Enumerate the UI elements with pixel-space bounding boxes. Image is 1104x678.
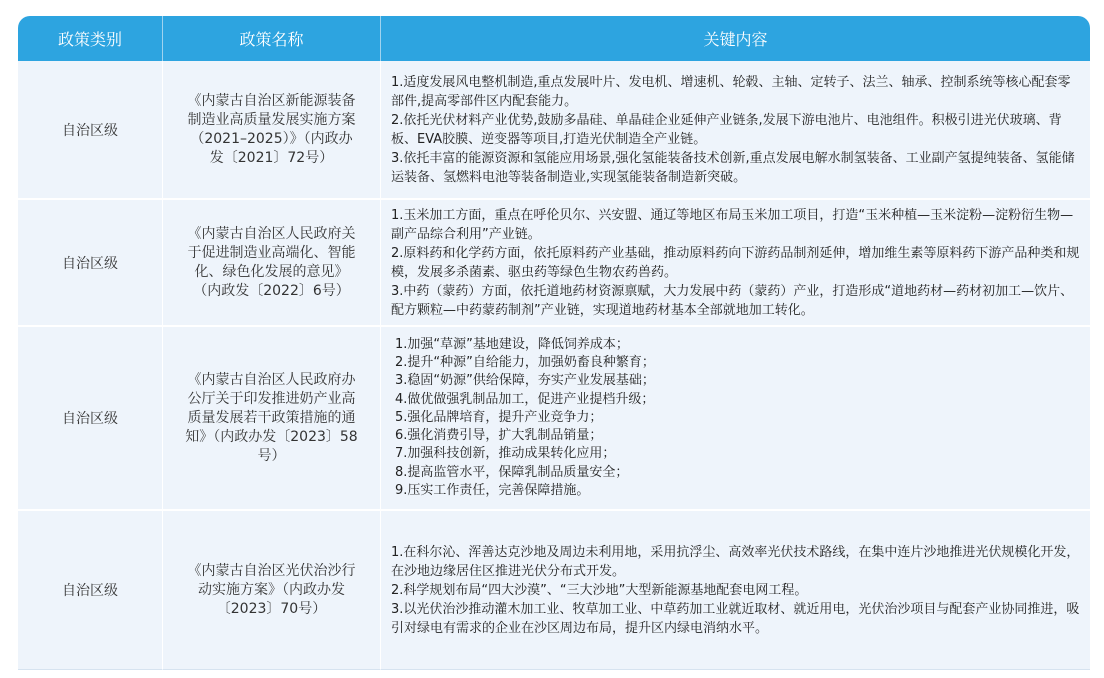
content-item: 3.以光伏治沙推动灌木加工业、牧草加工业、中草药加工业就近取材、就近用电，光伏治沙项目与配套产业协同推进，吸引对绿电有需求的企业在沙区周边布局，提升区内绿电消纳水平。 (391, 601, 1080, 636)
policy-name: 《内蒙古自治区光伏治沙行动实施方案》（内政办发〔2023〕70号） (187, 562, 356, 617)
policy-name: 《内蒙古自治区人民政府办公厅关于印发推进奶产业高质量发展若干政策措施的通知》（内政办发〔2023〕58号） (185, 371, 358, 464)
content-item: 7.加强科技创新，推动成果转化应用； (395, 446, 616, 462)
policy-name-cell (163, 327, 381, 511)
content-item: 1.在科尔沁、浑善达克沙地及周边未利用地，采用抗浮尘、高效率光伏技术路线，在集中连片沙地推进光伏规模化开发，在沙地边缘居住区推进光伏分布式开发。 (391, 544, 1080, 579)
policy-category: 自治区级 (18, 327, 163, 511)
content-item: 2.依托光伏材料产业优势,鼓励多晶硅、单晶硅企业延伸产业链条,发展下游电池片、电池组件。积极引进光伏玻璃、背板、EVA胶膜、逆变器等项目,打造光伏制造全产业链。 (391, 112, 1062, 147)
table-row (18, 61, 1090, 200)
policy-content (381, 327, 1090, 511)
header-row (18, 16, 1090, 61)
content-item: 2.科学规划布局“四大沙漠”、“三大沙地”大型新能源基地配套电网工程。 (391, 582, 808, 598)
content-item: 1.玉米加工方面，重点在呼伦贝尔、兴安盟、通辽等地区布局玉米加工项目，打造“玉米种植—玉米淀粉—淀粉衍生物—副产品综合利用”产业链。 (391, 207, 1074, 242)
content-item: 3.依托丰富的能源资源和氢能应用场景,强化氢能装备技术创新,重点发展电解水制氢装备、工业副产氢提纯装备、氢能储运装备、氢燃料电池等装备制造业,实现氢能装备制造新突破。 (391, 150, 1075, 185)
content-item: 3.稳固“奶源”供给保障，夯实产业发展基础； (395, 373, 655, 389)
content-item: 2.原料药和化学药方面，依托原料药产业基础，推动原料药向下游药品制剂延伸，增加维生素等原料药下游产品种类和规模，发展多杀菌素、驱虫药等绿色生物农药兽药。 (391, 245, 1080, 280)
policy-table (18, 16, 1090, 670)
content-item: 5.强化品牌培育，提升产业竞争力； (395, 409, 603, 425)
header-key-content: 关键内容 (381, 16, 1090, 61)
policy-name-cell (163, 61, 381, 200)
policy-name: 《内蒙古自治区新能源装备制造业高质量发展实施方案（2021–2025）》（内政办发〔2021〕72号） (187, 92, 356, 166)
policy-table-container (18, 16, 1090, 670)
content-item: 9.压实工作责任，完善保障措施。 (395, 483, 590, 499)
policy-name-cell (163, 511, 381, 670)
header-policy-name: 政策名称 (163, 16, 381, 61)
content-item: 4.做优做强乳制品加工，促进产业提档升级； (395, 391, 655, 407)
header-category: 政策类别 (18, 16, 163, 61)
content-item: 2.提升“种源”自给能力，加强奶畜良种繁育； (395, 354, 655, 370)
content-item: 1.适度发展风电整机制造,重点发展叶片、发电机、增速机、轮毂、主轴、定转子、法兰、轴承、控制系统等核心配套零部件,提高零部件区内配套能力。 (391, 74, 1071, 109)
policy-content (381, 511, 1090, 670)
policy-content (381, 61, 1090, 200)
table-row (18, 200, 1090, 327)
content-item: 8.提高监管水平，保障乳制品质量安全； (395, 464, 629, 480)
table-header (18, 16, 1090, 61)
content-item: 1.加强“草源”基地建设，降低饲养成本； (395, 336, 629, 352)
policy-name-cell (163, 200, 381, 327)
policy-content (381, 200, 1090, 327)
table-row (18, 327, 1090, 511)
policy-category: 自治区级 (18, 200, 163, 327)
table-row (18, 511, 1090, 670)
policy-category: 自治区级 (18, 61, 163, 200)
content-item: 3.中药（蒙药）方面，依托道地药材资源禀赋，大力发展中药（蒙药）产业，打造形成“道地药材—药材初加工—饮片、配方颗粒—中药蒙药制剂”产业链，实现道地药材基本全部就地加工转化。 (391, 283, 1074, 318)
policy-category: 自治区级 (18, 511, 163, 670)
policy-name: 《内蒙古自治区人民政府关于促进制造业高端化、智能化、绿色化发展的意见》（内政发〔2022〕6号） (187, 225, 356, 299)
table-body (18, 61, 1090, 670)
content-item: 6.强化消费引导，扩大乳制品销量； (395, 428, 603, 444)
